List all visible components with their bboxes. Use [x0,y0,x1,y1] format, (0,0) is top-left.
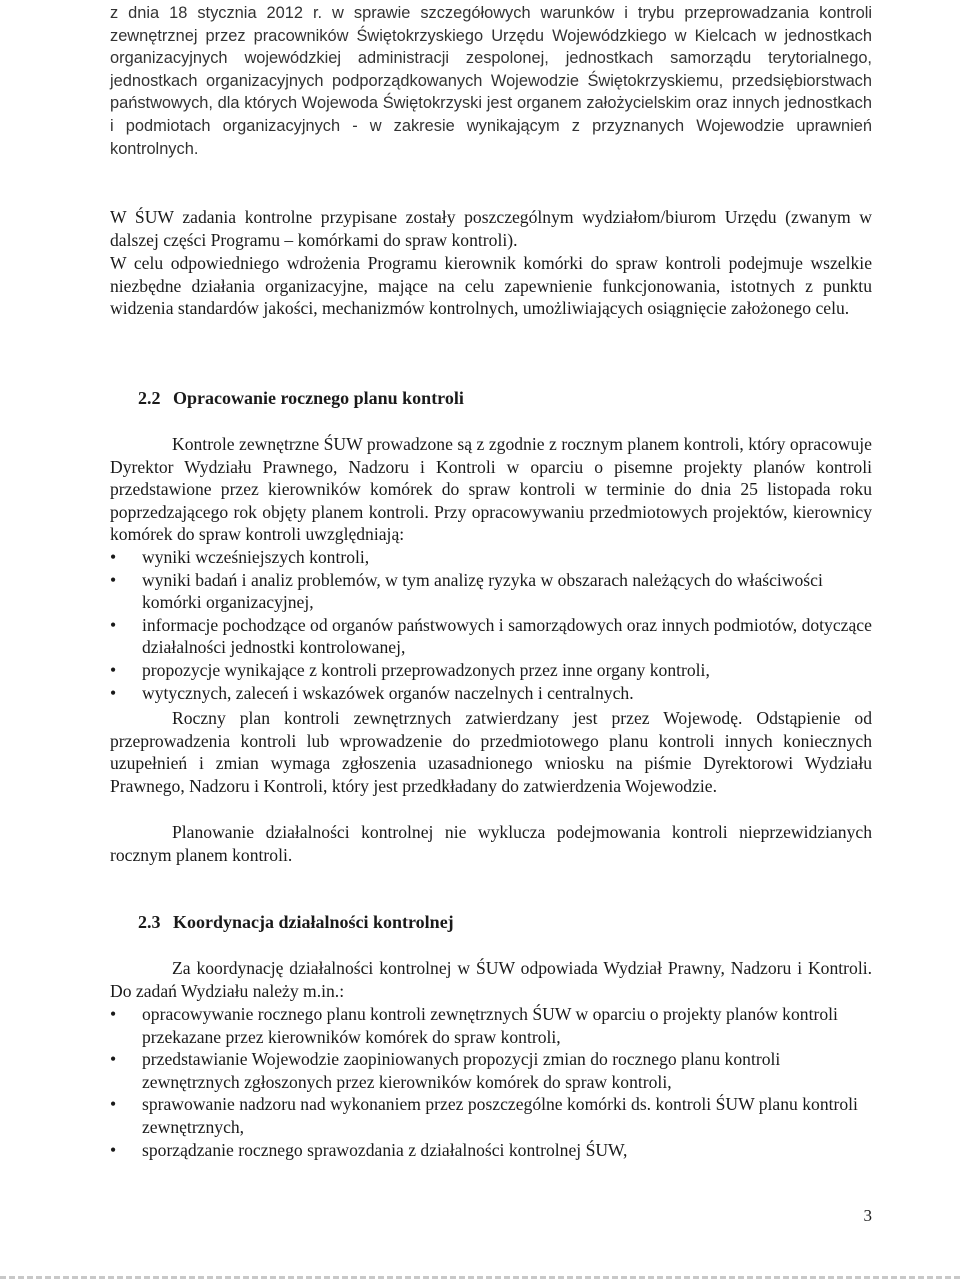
list-item: • sprawowanie nadzoru nad wykonaniem przez poszczególne komórki ds. kontroli ŚUW planu kontroli zewnętrznych, [110,1094,858,1137]
bullet-icon: • [110,1139,117,1160]
bullet-icon: • [110,659,117,680]
approval-paragraph: Roczny plan kontroli zewnętrznych zatwierdzany jest przez Wojewodę. Odstąpienie od przeprowadzenia kontroli lub wprowadzenie do przedmiotowego planu kontroli innych koniecznych uzupełnień i zmian wymaga zgłoszenia uzasadnionego wniosku na piśmie Dyrektorowi Wydziału Prawnego, Nadzoru i Kontroli, który jest przedkładany do zatwierdzenia Wojewodzie. [110,708,872,796]
list-item: • wyniki badań i analiz problemów, w tym analizę ryzyka w obszarach należących do właściwości komórki organizacyjnej, [110,569,823,613]
section-2-2-paragraph: Kontrole zewnętrzne ŚUW prowadzone są z zgodnie z rocznym planem kontroli, który opracowuje Dyrektor Wydziału Prawnego, Nadzoru i Kontroli w oparciu o pisemne projekty planów kontroli przedstawione przez kierowników komórek do spraw kontroli w terminie do dnia 25 listopada roku poprzedzającego rok objęty planem kontroli. Przy opracowywaniu przedmiotowych projektów, kierownicy komórek do spraw kontroli uwzględniają: [110,434,872,545]
bullet-icon: • [110,682,117,703]
bullet-icon: • [110,1004,117,1024]
section-2-2-heading [138,388,464,409]
bullet-icon: • [110,569,117,590]
list-item: • przedstawianie Wojewodzie zaopiniowanych propozycji zmian do rocznego planu kontroli zewnętrznych zgłoszonych przez kierowników komórek do spraw kontroli, [110,1049,781,1092]
section-2-3-heading [138,912,454,933]
section-number: 2.3 [138,912,161,932]
section-title: Opracowanie rocznego planu kontroli [173,388,464,408]
bullet-icon: • [110,1049,117,1070]
planning-paragraph: Planowanie działalności kontrolnej nie wyklucza podejmowania kontroli nieprzewidzianych rocznym planem kontroli. [110,822,872,865]
goal-paragraph: W celu odpowiedniego wdrożenia Programu kierownik komórki do spraw kontroli podejmuje wszelkie niezbędne działania organizacyjne, mające na celu zapewnienie funkcjonowania, istotnych z punktu widzenia standardów jakości, mechanizmów kontrolnych, umożliwiających osiągnięcie założonego celu. [110,253,872,319]
list-item: • propozycje wynikające z kontroli przeprowadzonych przez inne organy kontroli, [110,659,710,680]
list-item: • opracowywanie rocznego planu kontroli zewnętrznych ŚUW w oparciu o projekty planów kontroli przekazane przez kierowników komórek do spraw kontroli, [110,1004,838,1047]
bullet-icon: • [110,1094,117,1115]
intro-paragraph: z dnia 18 stycznia 2012 r. w sprawie szczegółowych warunków i trybu przeprowadzania kontroli zewnętrznej przez pracowników Świętokrzyskiego Urzędu Wojewódzkiego w Kielcach w jednostkach organizacyjnych wojewódzkiej administracji zespolonej, jednostkach samorządu terytorialnego, jednostkach organizacyjnych podporządkowanych Wojewodzie Świętokrzyskiemu, przedsiębiorstwach państwowych, dla których Wojewoda Świętokrzyski jest organem założycielskim oraz innych jednostkach i podmiotach organizacyjnych - w zakresie wynikającym z przyznanych Wojewodzie uprawnień kontrolnych. [110,4,872,158]
bottom-edge-divider [0,1276,960,1279]
list-item: • wyniki wcześniejszych kontroli, [110,547,370,567]
section-title: Koordynacja działalności kontrolnej [173,912,454,932]
list-item: • informacje pochodzące od organów państwowych i samorządowych oraz innych podmiotów, dotyczące działalności jednostki kontrolowanej, [110,614,872,658]
section-2-3-bullet-list [110,1003,872,1161]
section-number: 2.2 [138,388,161,408]
section-2-2-bullet-list [110,546,872,704]
page-number: 3 [863,1206,872,1225]
list-item: • sporządzanie rocznego sprawozdania z działalności kontrolnej ŚUW, [110,1139,628,1160]
bullet-icon: • [110,547,117,567]
section-2-3-paragraph: Za koordynację działalności kontrolnej w ŚUW odpowiada Wydział Prawny, Nadzoru i Kontroli. Do zadań Wydziału należy m.in.: [110,958,872,1001]
list-item: • wytycznych, zaleceń i wskazówek organów naczelnych i centralnych. [110,682,634,703]
suw-paragraph: W ŚUW zadania kontrolne przypisane zostały poszczególnym wydziałom/biurom Urzędu (zwanym w dalszej części Programu – komórkami do spraw kontroli). [110,207,872,250]
bullet-icon: • [110,614,117,635]
